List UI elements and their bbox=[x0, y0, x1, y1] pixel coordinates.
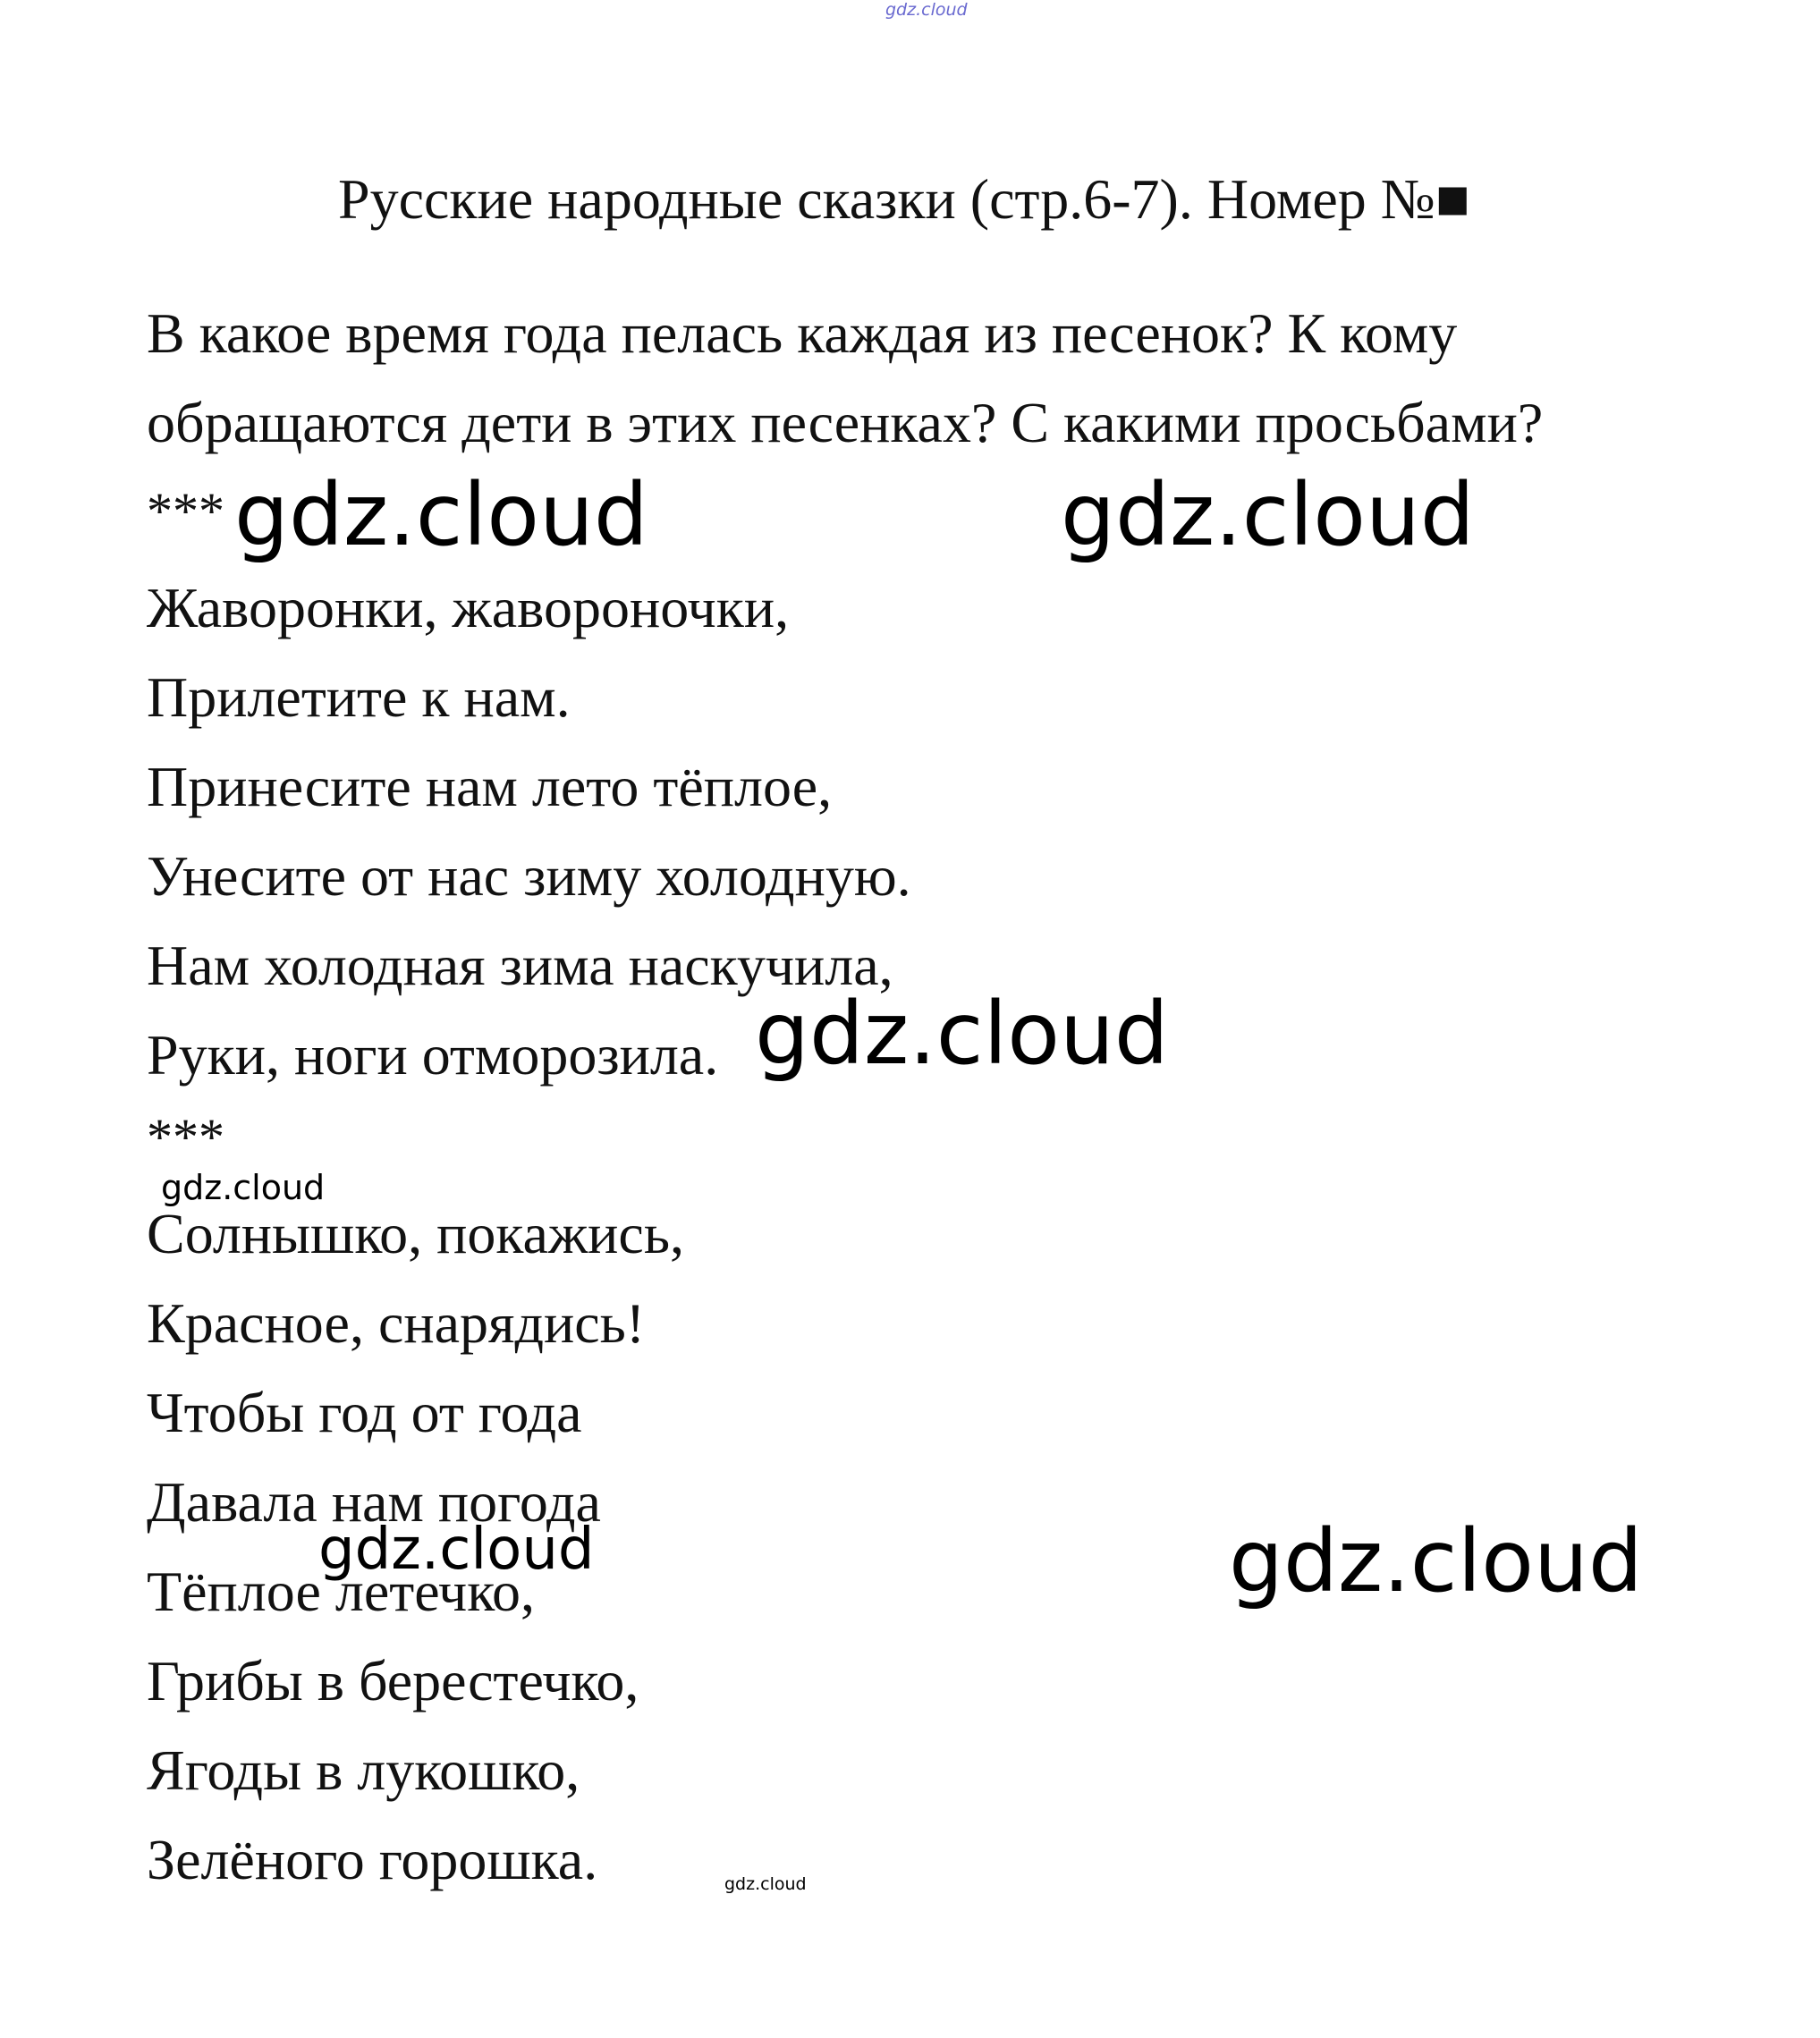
watermark: gdz.cloud bbox=[318, 1517, 595, 1583]
verse-line: Грибы в берестечко, bbox=[147, 1649, 639, 1712]
watermark: gdz.cloud bbox=[724, 1874, 807, 1894]
watermark: gdz.cloud bbox=[161, 1168, 326, 1207]
watermark: gdz.cloud bbox=[1229, 1511, 1643, 1611]
verse-line: Прилетите к нам. bbox=[147, 665, 571, 729]
question-line-1: В какое время года пелась каждая из песенок? К кому bbox=[147, 301, 1458, 365]
page-title: Русские народные сказки (стр.6-7). Номер №■ bbox=[338, 167, 1470, 231]
question-line-2: обращаются дети в этих песенках? С какими просьбами? bbox=[147, 391, 1544, 454]
verse-line: Зелёного горошка. bbox=[147, 1828, 598, 1891]
verse-line: Чтобы год от года bbox=[147, 1381, 582, 1444]
song-1-marker: *** bbox=[147, 482, 224, 540]
verse-line: Ягоды в лукошко, bbox=[147, 1738, 580, 1802]
verse-line: Солнышко, покажись, bbox=[147, 1202, 684, 1265]
verse-line: Жаворонки, жавороночки, bbox=[147, 576, 790, 639]
verse-line: Унесите от нас зиму холодную. bbox=[147, 844, 911, 908]
watermark: gdz.cloud bbox=[1061, 465, 1475, 565]
verse-line: Руки, ноги отморозила. bbox=[147, 1023, 719, 1087]
verse-line: Тёплое летечко, bbox=[147, 1560, 536, 1623]
song-2-marker: *** bbox=[147, 1108, 224, 1166]
verse-line: Нам холодная зима наскучила, bbox=[147, 934, 893, 997]
watermark: gdz.cloud bbox=[234, 465, 648, 565]
verse-line: Давала нам погода bbox=[147, 1470, 601, 1534]
verse-line: Принесите нам лето тёплое, bbox=[147, 755, 833, 818]
watermark: gdz.cloud bbox=[755, 984, 1169, 1084]
verse-line: Красное, снарядись! bbox=[147, 1291, 646, 1355]
top-watermark: gdz.cloud bbox=[885, 0, 968, 20]
